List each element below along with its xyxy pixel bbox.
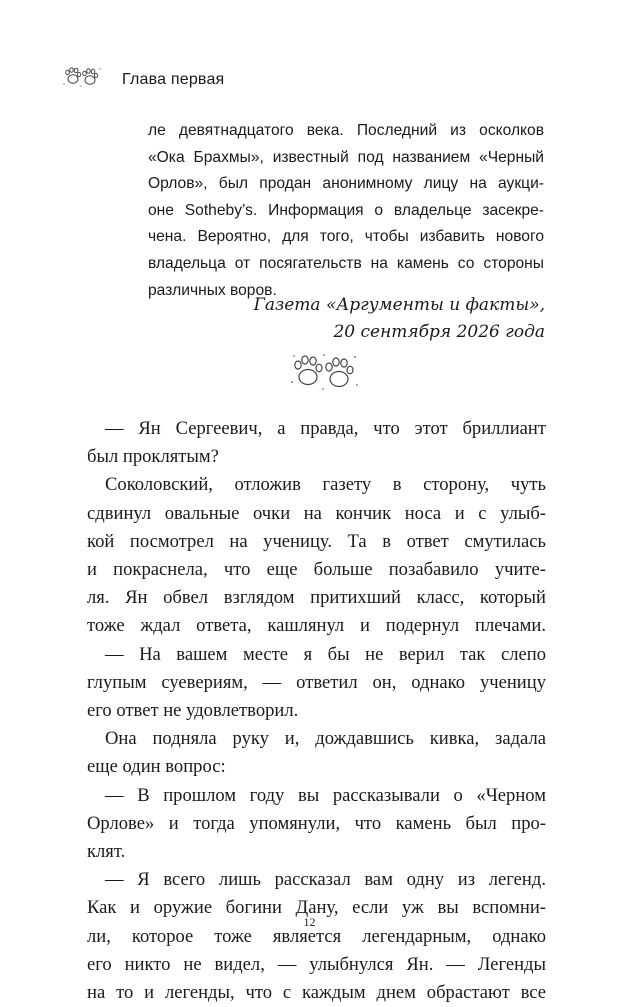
epigraph-line: оне Sotheby’s. Информация о владельце засекре- [148, 201, 544, 219]
epigraph-line: чена. Вероятно, для того, чтобы избавить нового [148, 228, 544, 246]
body-line: клят. [87, 841, 126, 863]
body-line: сдвинул овальные очки на кончик носа и с улыб- [87, 502, 546, 524]
epigraph-line: владельца от посягательств на камень со стороны [148, 254, 544, 272]
source-line: 20 сентября 2026 года [333, 322, 545, 342]
chapter-title: Глава первая [122, 70, 225, 88]
body-line: ля. Ян обвел взглядом притихший класс, который [87, 587, 546, 609]
body-line: Соколовский, отложив газету в сторону, чуть [105, 474, 546, 496]
body-line: Она подняла руку и, дождавшись кивка, задала [105, 728, 546, 750]
body-line: Как и оружие богини Дану, если уж вы вспомни- [87, 897, 546, 919]
epigraph-line: «Ока Брахмы», известный под названием «Черный [148, 148, 544, 166]
page-number: 12 [303, 915, 316, 929]
epigraph-line: ле девятнадцатого века. Последний из осколков [148, 122, 544, 139]
body-line: его никто не видел, — улыбнулся Ян. — Легенды [87, 953, 546, 975]
body-line: — На вашем месте я бы не верил так слепо [105, 643, 546, 665]
body-line: был проклятым? [87, 446, 219, 468]
body-line: глупым суевериям, — ответил он, однако ученицу [87, 671, 546, 693]
body-line: ли, которое тоже является легендарным, однако [87, 925, 546, 947]
epigraph-source [254, 292, 545, 346]
body-line: — Ян Сергеевич, а правда, что этот бриллиант [105, 418, 546, 439]
body-line: кой посмотрел на ученицу. Та в ответ смутилась [87, 530, 546, 552]
paw-prints-icon [62, 66, 102, 93]
epigraph [148, 118, 544, 304]
body-line: на то и легенды, что с каждым днем обрастают все [87, 982, 546, 1004]
epigraph-line: Орлов», был продан анонимному лицу на аукци- [148, 175, 544, 193]
source-line: Газета «Аргументы и факты», [253, 295, 545, 315]
body-line: — В прошлом году вы рассказывали о «Черном [105, 784, 546, 806]
paw-prints-icon [288, 352, 360, 397]
body-line: Орлове» и тогда упомянули, что камень был про- [87, 812, 546, 834]
body-line: его ответ не удовлетворил. [87, 700, 299, 722]
body-line: и покраснела, что еще больше позабавило учите- [87, 559, 546, 581]
body-line: — Я всего лишь рассказал вам одну из легенд. [105, 869, 546, 891]
body-line: тоже ждал ответа, кашлянул и подернул плечами. [87, 615, 546, 637]
running-header [62, 66, 224, 93]
body-line: еще один вопрос: [87, 756, 226, 778]
epigraph-line: различных воров. [148, 281, 277, 299]
